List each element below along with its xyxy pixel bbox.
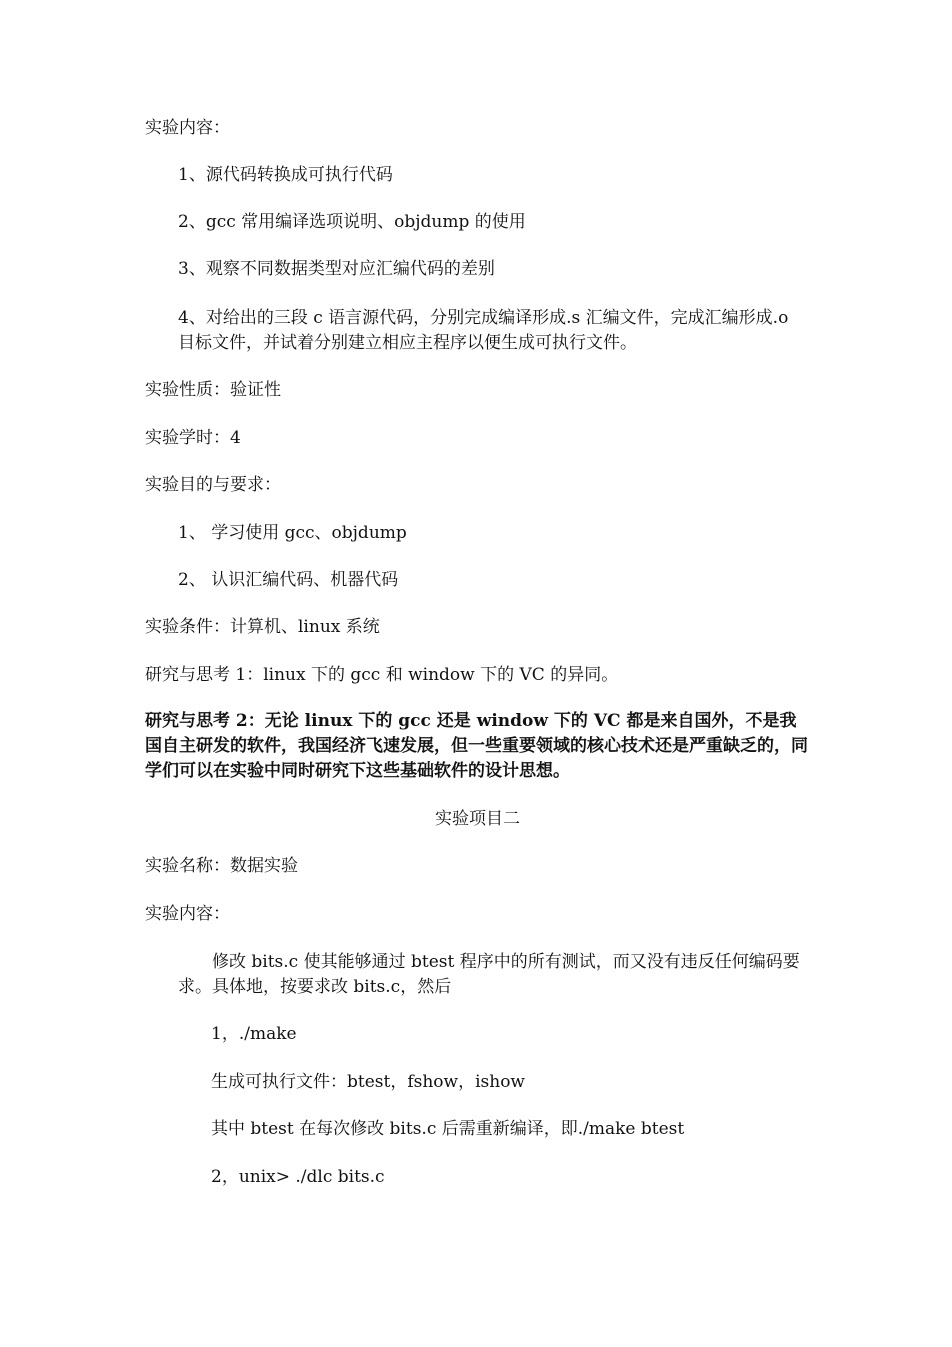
goals-label: 实验目的与要求： — [145, 475, 281, 495]
experiment-name: 实验名称：数据实验 — [145, 856, 298, 876]
content-label-2: 实验内容： — [145, 904, 230, 924]
content-item-1: 1、源代码转换成可执行代码 — [178, 165, 393, 185]
content-intro: 修改 bits.c 使其能够通过 btest 程序中的所有测试，而又没有违反任何编码要求。具体地，按要求改 bits.c，然后 — [178, 952, 800, 997]
research-question-1: 研究与思考 1：linux 下的 gcc 和 window 下的 VC 的异同。 — [145, 665, 619, 685]
research-question-2: 研究与思考 2：无论 linux 下的 gcc 还是 window 下的 VC 都是来自国外，不是我国自主研发的软件，我国经济飞速发展，但一些重要领域的核心技术还是严重缺乏的，同学们可以在实验中同时研究下这些基础软件的设计思想。 — [145, 711, 808, 781]
content-label: 实验内容： — [145, 118, 230, 138]
experiment-nature: 实验性质：验证性 — [145, 380, 281, 400]
step-recompile: 其中 btest 在每次修改 bits.c 后需重新编译，即./make btest — [211, 1119, 685, 1139]
section-title: 实验项目二 — [435, 809, 520, 829]
step-generate: 生成可执行文件：btest，fshow，ishow — [211, 1072, 525, 1092]
experiment-hours: 实验学时：4 — [145, 428, 241, 448]
content-item-4: 4、对给出的三段 c 语言源代码，分别完成编译形成.s 汇编文件，完成汇编形成.o 目标文件，并试着分别建立相应主程序以便生成可执行文件。 — [178, 308, 789, 353]
step-make: 1，./make — [211, 1024, 297, 1044]
content-item-3: 3、观察不同数据类型对应汇编代码的差别 — [178, 259, 495, 279]
goal-item-2: 2、 认识汇编代码、机器代码 — [178, 570, 399, 590]
goal-item-1: 1、 学习使用 gcc、objdump — [178, 523, 407, 543]
experiment-conditions: 实验条件：计算机、linux 系统 — [145, 617, 380, 637]
step-dlc: 2，unix> ./dlc bits.c — [211, 1167, 385, 1187]
content-item-2: 2、gcc 常用编译选项说明、objdump 的使用 — [178, 212, 526, 232]
